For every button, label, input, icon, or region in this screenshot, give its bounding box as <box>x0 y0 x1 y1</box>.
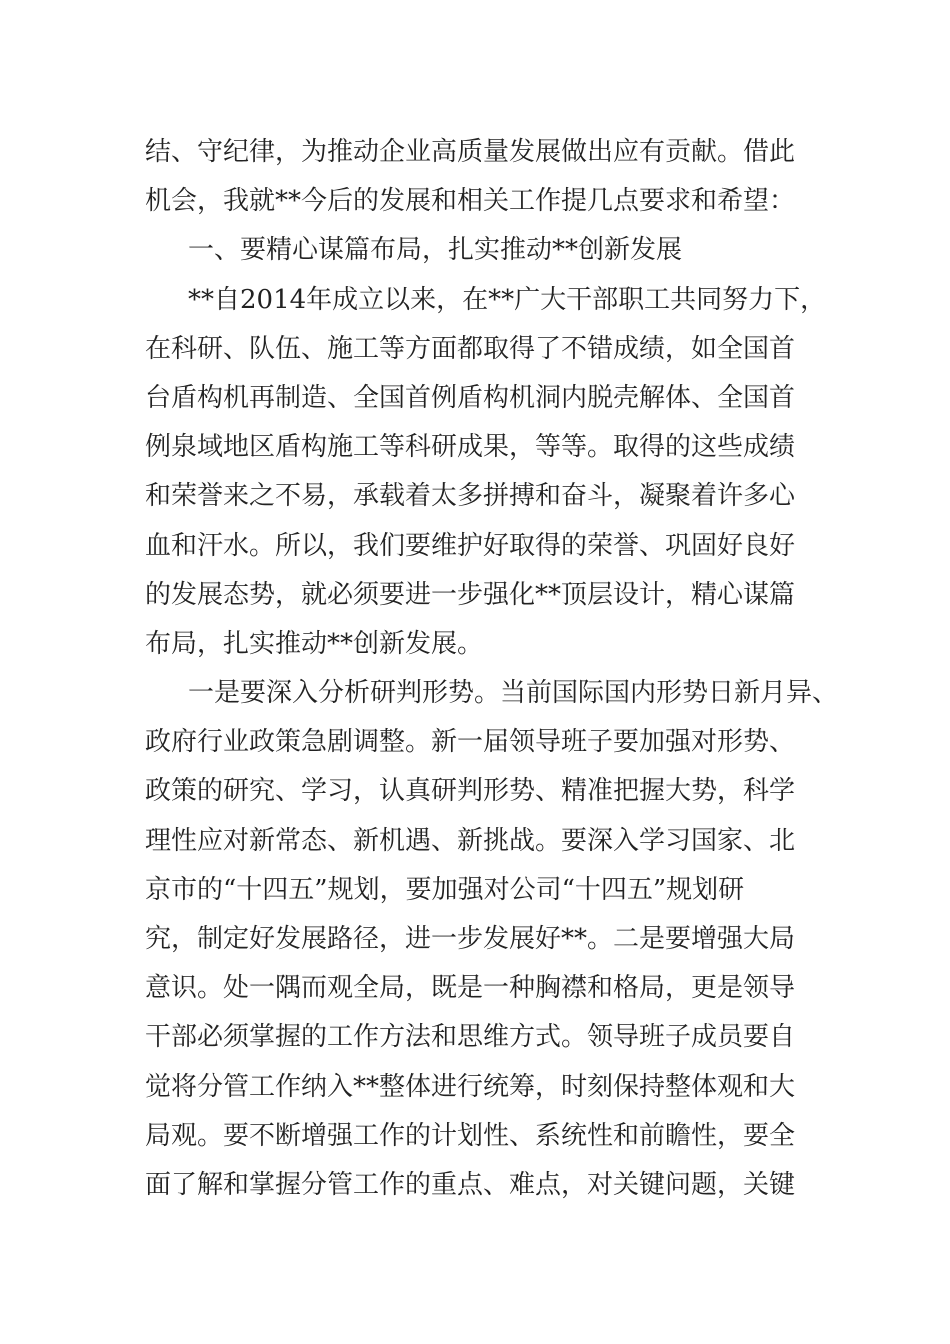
text-line: 京市的“十四五”规划，要加强对公司“十四五”规划研 <box>145 874 745 905</box>
text-line: 台盾构机再制造、全国首例盾构机洞内脱壳解体、全国首 <box>145 382 796 413</box>
text-line: 血和汗水。所以，我们要维护好取得的荣誉、巩固好良好 <box>145 530 796 561</box>
text-line: 在科研、队伍、施工等方面都取得了不错成绩，如全国首 <box>145 333 796 364</box>
text-line: **自2014年成立以来，在**广大干部职工共同努力下， <box>188 284 827 315</box>
body-text <box>145 128 839 1210</box>
text-line: 例泉域地区盾构施工等科研成果，等等。取得的这些成绩 <box>145 432 796 463</box>
text-line: 意识。处一隅而观全局，既是一种胸襟和格局，更是领导 <box>145 973 796 1004</box>
text-line: 究，制定好发展路径，进一步发展好**。二是要增强大局 <box>145 924 796 954</box>
text-line: 一是要深入分析研判形势。当前国际国内形势日新月异、 <box>188 678 839 709</box>
text-line: 面了解和掌握分管工作的重点、难点，对关键问题，关键 <box>145 1169 796 1200</box>
text-line: 干部必须掌握的工作方法和思维方式。领导班子成员要自 <box>145 1022 796 1053</box>
text-line: 机会，我就**今后的发展和相关工作提几点要求和希望： <box>145 186 796 217</box>
text-line: 觉将分管工作纳入**整体进行统筹，时刻保持整体观和大 <box>145 1071 796 1102</box>
text-line: 理性应对新常态、新机遇、新挑战。要深入学习国家、北 <box>145 825 796 856</box>
text-line: 政策的研究、学习，认真研判形势、精准把握大势，科学 <box>145 776 796 807</box>
text-line: 结、守纪律，为推动企业高质量发展做出应有贡献。借此 <box>145 137 796 167</box>
section-heading: 一、要精心谋篇布局，扎实推动**创新发展 <box>188 235 683 266</box>
text-line: 的发展态势，就必须要进一步强化**顶层设计，精心谋篇 <box>145 579 796 610</box>
text-line: 布局，扎实推动**创新发展。 <box>145 628 484 659</box>
text-line: 局观。要不断增强工作的计划性、系统性和前瞻性，要全 <box>145 1120 796 1151</box>
text-line: 和荣誉来之不易，承载着太多拼搏和奋斗，凝聚着许多心 <box>145 481 796 512</box>
text-line: 政府行业政策急剧调整。新一届领导班子要加强对形势、 <box>145 727 796 758</box>
